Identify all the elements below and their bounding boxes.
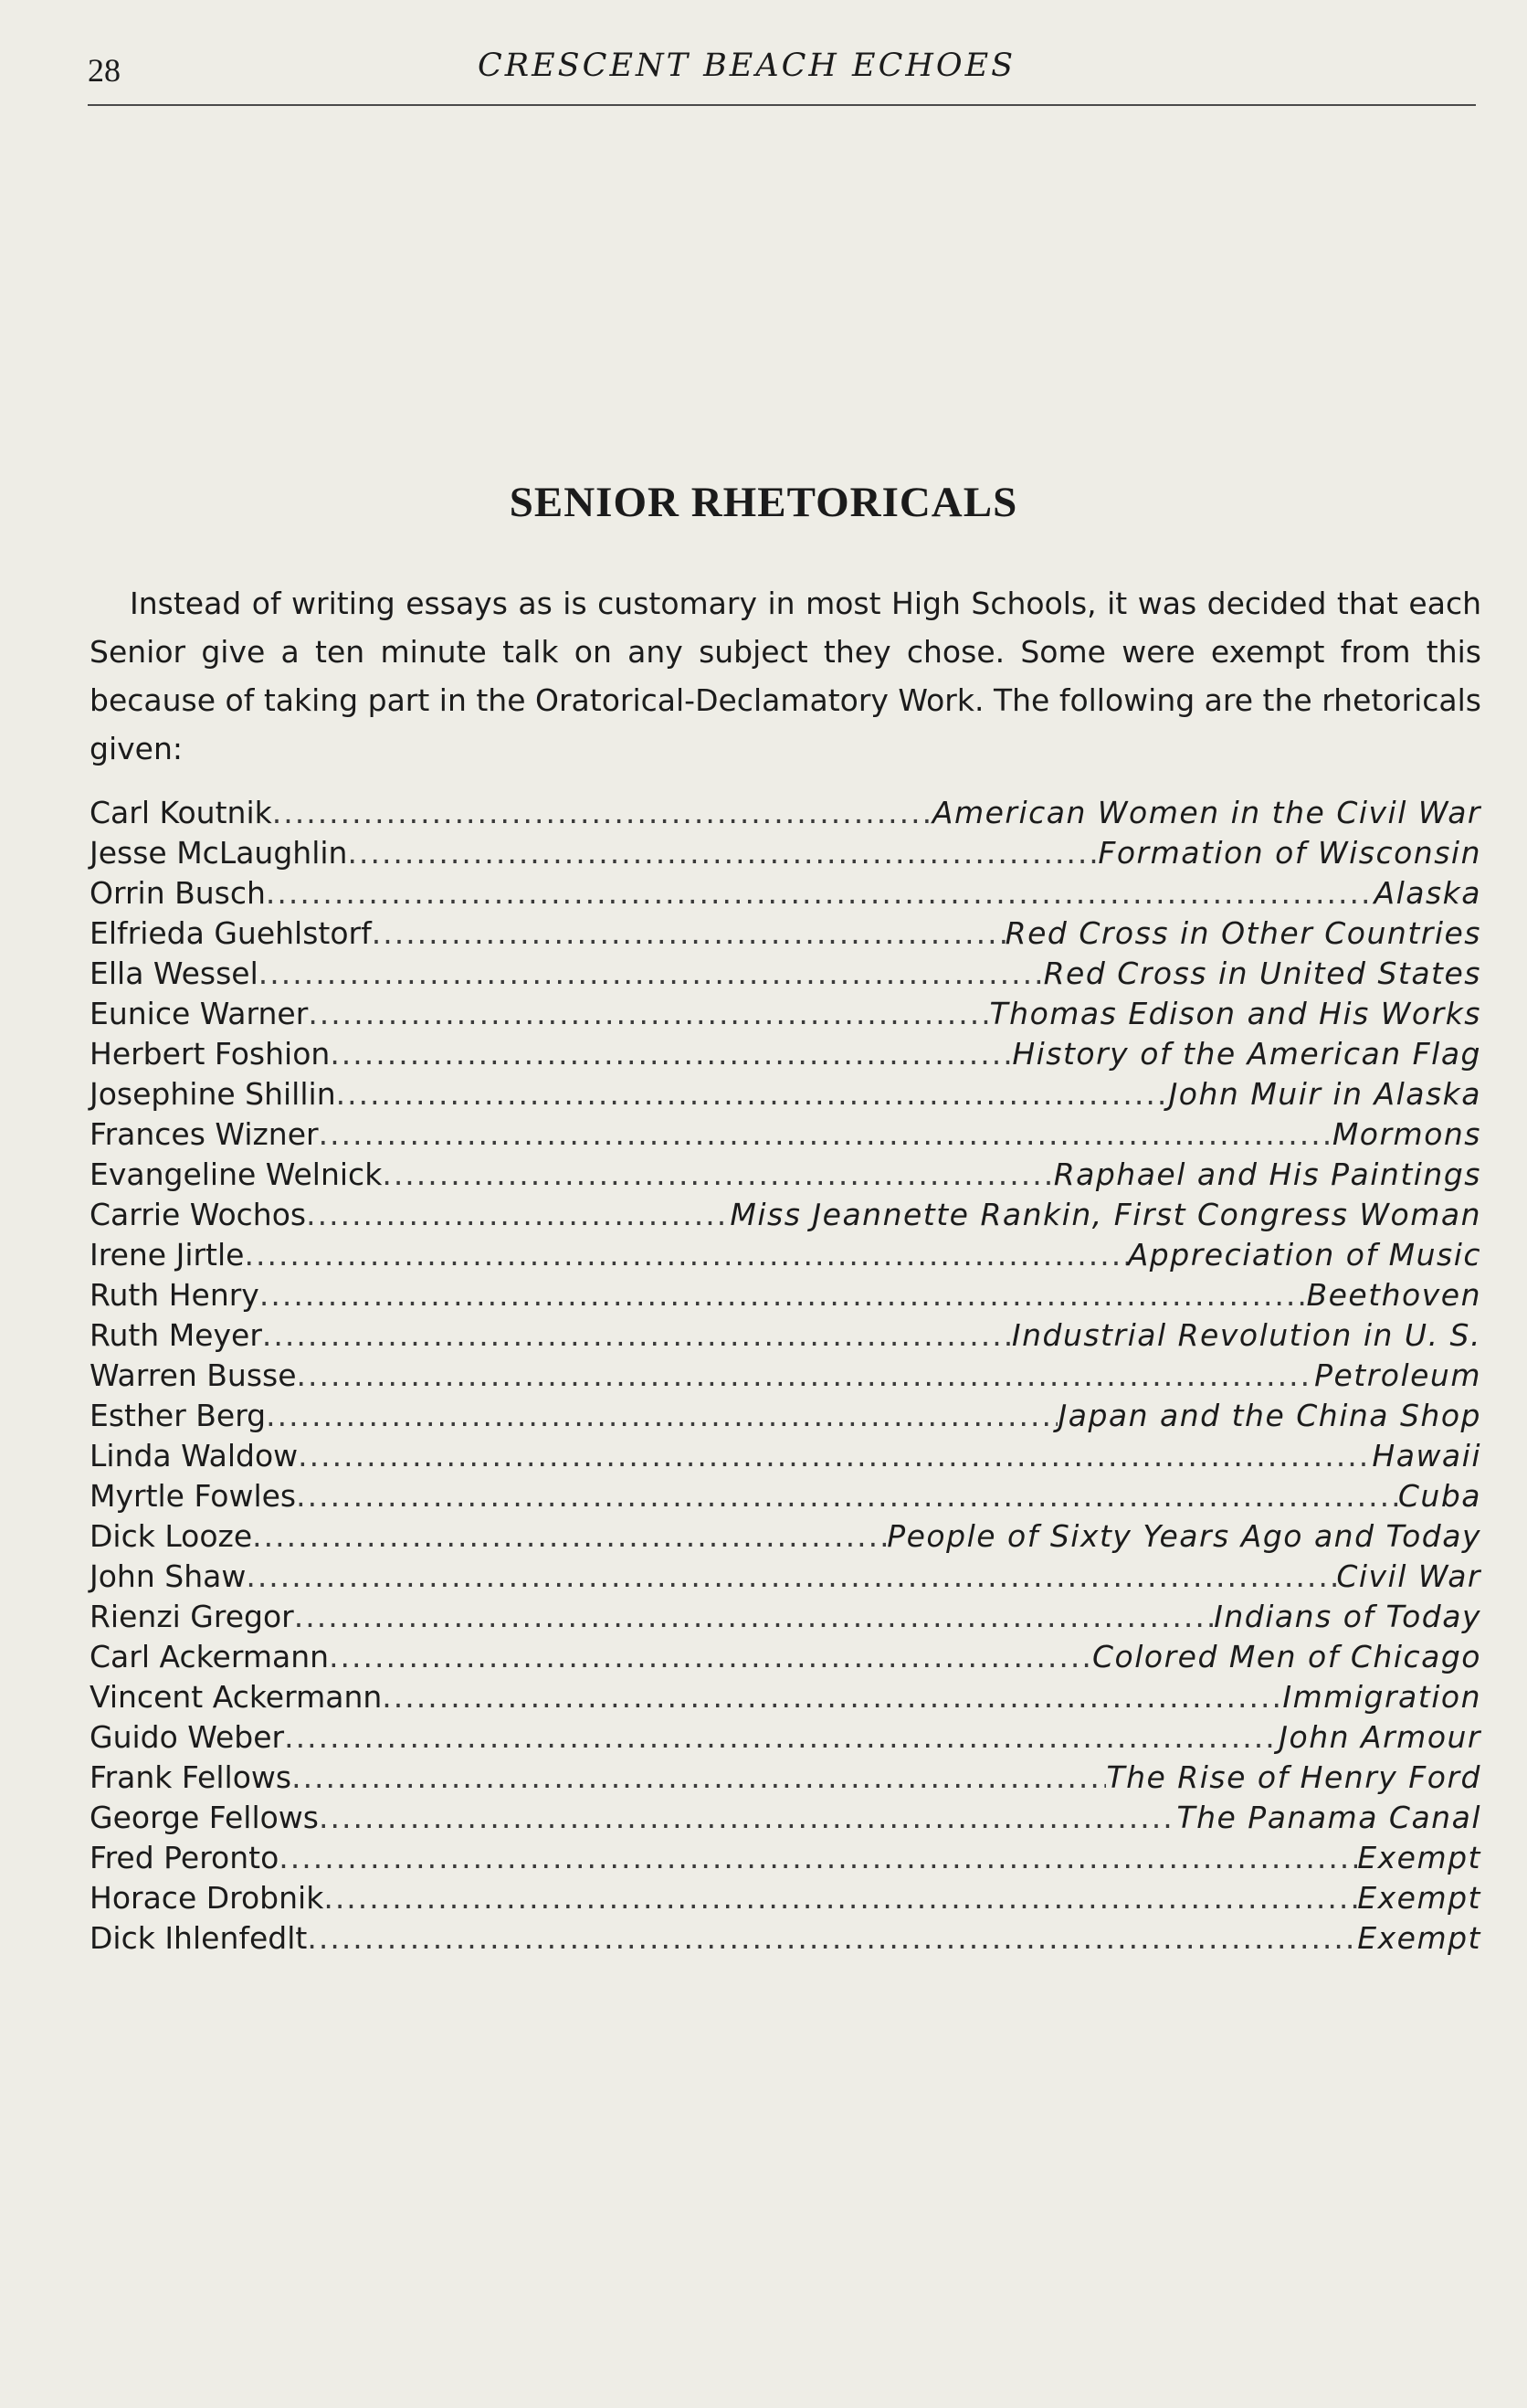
rhetorical-topic: Industrial Revolution in U. S. bbox=[1011, 1317, 1481, 1353]
rhetorical-entry bbox=[90, 1036, 1481, 1076]
rhetorical-entry bbox=[90, 1679, 1481, 1719]
header-rule bbox=[88, 104, 1476, 106]
dot-leader bbox=[329, 1639, 1092, 1674]
rhetorical-topic: Miss Jeannette Rankin, First Congress Woman bbox=[730, 1197, 1481, 1232]
rhetorical-topic: Thomas Edison and His Works bbox=[989, 996, 1481, 1031]
student-name: Ruth Meyer bbox=[90, 1317, 262, 1353]
student-name: Carrie Wochos bbox=[90, 1197, 307, 1232]
student-name: Frank Fellows bbox=[90, 1759, 292, 1795]
dot-leader bbox=[382, 1679, 1282, 1715]
rhetorical-entry bbox=[90, 1639, 1481, 1679]
student-name: Herbert Foshion bbox=[90, 1036, 331, 1072]
dot-leader bbox=[266, 1398, 1058, 1433]
student-name: Linda Waldow bbox=[90, 1438, 299, 1473]
rhetorical-topic: John Muir in Alaska bbox=[1168, 1076, 1481, 1112]
rhetorical-topic: The Rise of Henry Ford bbox=[1106, 1759, 1481, 1795]
student-name: Esther Berg bbox=[90, 1398, 267, 1433]
dot-leader bbox=[258, 956, 1044, 991]
dot-leader bbox=[307, 1920, 1357, 1956]
rhetorical-entry bbox=[90, 1558, 1481, 1599]
rhetorical-entry bbox=[90, 956, 1481, 996]
rhetorical-entry bbox=[90, 996, 1481, 1036]
dot-leader bbox=[347, 835, 1098, 871]
student-name: Vincent Ackermann bbox=[90, 1679, 383, 1715]
dot-leader bbox=[319, 1800, 1176, 1835]
rhetorical-topic: Mormons bbox=[1332, 1116, 1481, 1152]
student-name: Frances Wizner bbox=[90, 1116, 319, 1152]
rhetorical-topic: History of the American Flag bbox=[1012, 1036, 1481, 1072]
rhetorical-entry bbox=[90, 1237, 1481, 1277]
rhetorical-topic: Cuba bbox=[1397, 1478, 1481, 1514]
rhetorical-topic: Exempt bbox=[1357, 1840, 1481, 1875]
section-title: SENIOR RHETORICALS bbox=[509, 479, 1018, 526]
rhetorical-topic: Beethoven bbox=[1306, 1277, 1481, 1313]
student-name: Jesse McLaughlin bbox=[90, 835, 348, 871]
rhetorical-entry bbox=[90, 875, 1481, 915]
dot-leader bbox=[382, 1156, 1053, 1192]
dot-leader bbox=[306, 1197, 730, 1232]
rhetorical-entry bbox=[90, 1719, 1481, 1759]
dot-leader bbox=[252, 1518, 887, 1554]
rhetorical-topic: Immigration bbox=[1282, 1679, 1481, 1715]
dot-leader bbox=[244, 1237, 1127, 1273]
rhetorical-topic: Alaska bbox=[1374, 875, 1481, 911]
dot-leader bbox=[294, 1599, 1214, 1634]
journal-title: CRESCENT BEACH ECHOES bbox=[478, 48, 1016, 84]
rhetorical-topic: Exempt bbox=[1357, 1920, 1481, 1956]
dot-leader bbox=[259, 1277, 1307, 1313]
dot-leader bbox=[266, 875, 1374, 911]
rhetorical-entry bbox=[90, 1357, 1481, 1398]
rhetorical-entry bbox=[90, 1398, 1481, 1438]
rhetorical-entry bbox=[90, 1076, 1481, 1116]
dot-leader bbox=[372, 915, 1006, 951]
rhetorical-topic: People of Sixty Years Ago and Today bbox=[887, 1518, 1481, 1554]
dot-leader bbox=[291, 1759, 1106, 1795]
student-name: Carl Koutnik bbox=[90, 795, 272, 830]
dot-leader bbox=[272, 795, 932, 830]
student-name: Eunice Warner bbox=[90, 996, 309, 1031]
rhetorical-topic: John Armour bbox=[1279, 1719, 1481, 1755]
rhetorical-topic: Petroleum bbox=[1314, 1357, 1481, 1393]
running-head bbox=[88, 48, 1476, 106]
dot-leader bbox=[308, 996, 989, 1031]
student-name: Horace Drobnik bbox=[90, 1880, 324, 1916]
student-name: Fred Peronto bbox=[90, 1840, 279, 1875]
rhetorical-topic: Raphael and His Paintings bbox=[1053, 1156, 1481, 1192]
student-name: Evangeline Welnick bbox=[90, 1156, 383, 1192]
rhetorical-entry bbox=[90, 1800, 1481, 1840]
rhetorical-entry bbox=[90, 795, 1481, 835]
rhetorical-entry bbox=[90, 1156, 1481, 1197]
rhetorical-topic: Civil War bbox=[1336, 1558, 1481, 1594]
rhetorical-entry bbox=[90, 1317, 1481, 1357]
dot-leader bbox=[279, 1840, 1357, 1875]
dot-leader bbox=[319, 1116, 1332, 1152]
student-name: Dick Ihlenfedlt bbox=[90, 1920, 308, 1956]
rhetorical-entry bbox=[90, 1116, 1481, 1156]
rhetorical-entry bbox=[90, 1880, 1481, 1920]
dot-leader bbox=[323, 1880, 1357, 1916]
rhetorical-entry bbox=[90, 1518, 1481, 1558]
rhetorical-entry bbox=[90, 835, 1481, 875]
rhetorical-entry bbox=[90, 1438, 1481, 1478]
dot-leader bbox=[284, 1719, 1279, 1755]
student-name: George Fellows bbox=[90, 1800, 319, 1835]
student-name: John Shaw bbox=[90, 1558, 247, 1594]
student-name: Guido Weber bbox=[90, 1719, 285, 1755]
rhetorical-topic: Japan and the China Shop bbox=[1058, 1398, 1481, 1433]
student-name: Dick Looze bbox=[90, 1518, 253, 1554]
rhetorical-topic: Appreciation of Music bbox=[1127, 1237, 1481, 1273]
rhetorical-topic: Exempt bbox=[1357, 1880, 1481, 1916]
page-number: 28 bbox=[88, 52, 121, 89]
rhetorical-topic: Colored Men of Chicago bbox=[1091, 1639, 1481, 1674]
rhetorical-entry bbox=[90, 1599, 1481, 1639]
rhetorical-topic: American Women in the Civil War bbox=[932, 795, 1481, 830]
dot-leader bbox=[262, 1317, 1012, 1353]
rhetorical-topic: The Panama Canal bbox=[1176, 1800, 1481, 1835]
student-name: Myrtle Fowles bbox=[90, 1478, 297, 1514]
rhetorical-entry bbox=[90, 1277, 1481, 1317]
student-name: Ruth Henry bbox=[90, 1277, 259, 1313]
student-name: Warren Busse bbox=[90, 1357, 297, 1393]
student-name: Orrin Busch bbox=[90, 875, 266, 911]
student-name: Ella Wessel bbox=[90, 956, 258, 991]
rhetorical-topic: Formation of Wisconsin bbox=[1098, 835, 1481, 871]
dot-leader bbox=[296, 1478, 1398, 1514]
rhetorical-entry bbox=[90, 1840, 1481, 1880]
rhetorical-topic: Red Cross in United States bbox=[1043, 956, 1481, 991]
student-name: Josephine Shillin bbox=[90, 1076, 336, 1112]
student-name: Rienzi Gregor bbox=[90, 1599, 294, 1634]
dot-leader bbox=[330, 1036, 1012, 1072]
rhetorical-entry bbox=[90, 1920, 1481, 1960]
student-name: Elfrieda Guehlstorf bbox=[90, 915, 372, 951]
rhetorical-entry bbox=[90, 915, 1481, 956]
dot-leader bbox=[298, 1438, 1372, 1473]
rhetoricals-list bbox=[90, 795, 1481, 1960]
rhetorical-topic: Indians of Today bbox=[1214, 1599, 1481, 1634]
rhetorical-topic: Hawaii bbox=[1372, 1438, 1481, 1473]
intro-paragraph: Instead of writing essays as is customary in most High Schools, it was decided that each Senior give a ten minute talk on any subject they chose. Some were exempt from this because of taking part in the Oratorical-Declamatory Work. The following are the rhetoricals given: bbox=[90, 586, 1481, 766]
dot-leader bbox=[246, 1558, 1336, 1594]
rhetorical-entry bbox=[90, 1478, 1481, 1518]
student-name: Carl Ackermann bbox=[90, 1639, 330, 1674]
rhetorical-entry bbox=[90, 1759, 1481, 1800]
dot-leader bbox=[297, 1357, 1315, 1393]
student-name: Irene Jirtle bbox=[90, 1237, 245, 1273]
rhetorical-entry bbox=[90, 1197, 1481, 1237]
dot-leader bbox=[336, 1076, 1169, 1112]
rhetorical-topic: Red Cross in Other Countries bbox=[1005, 915, 1481, 951]
